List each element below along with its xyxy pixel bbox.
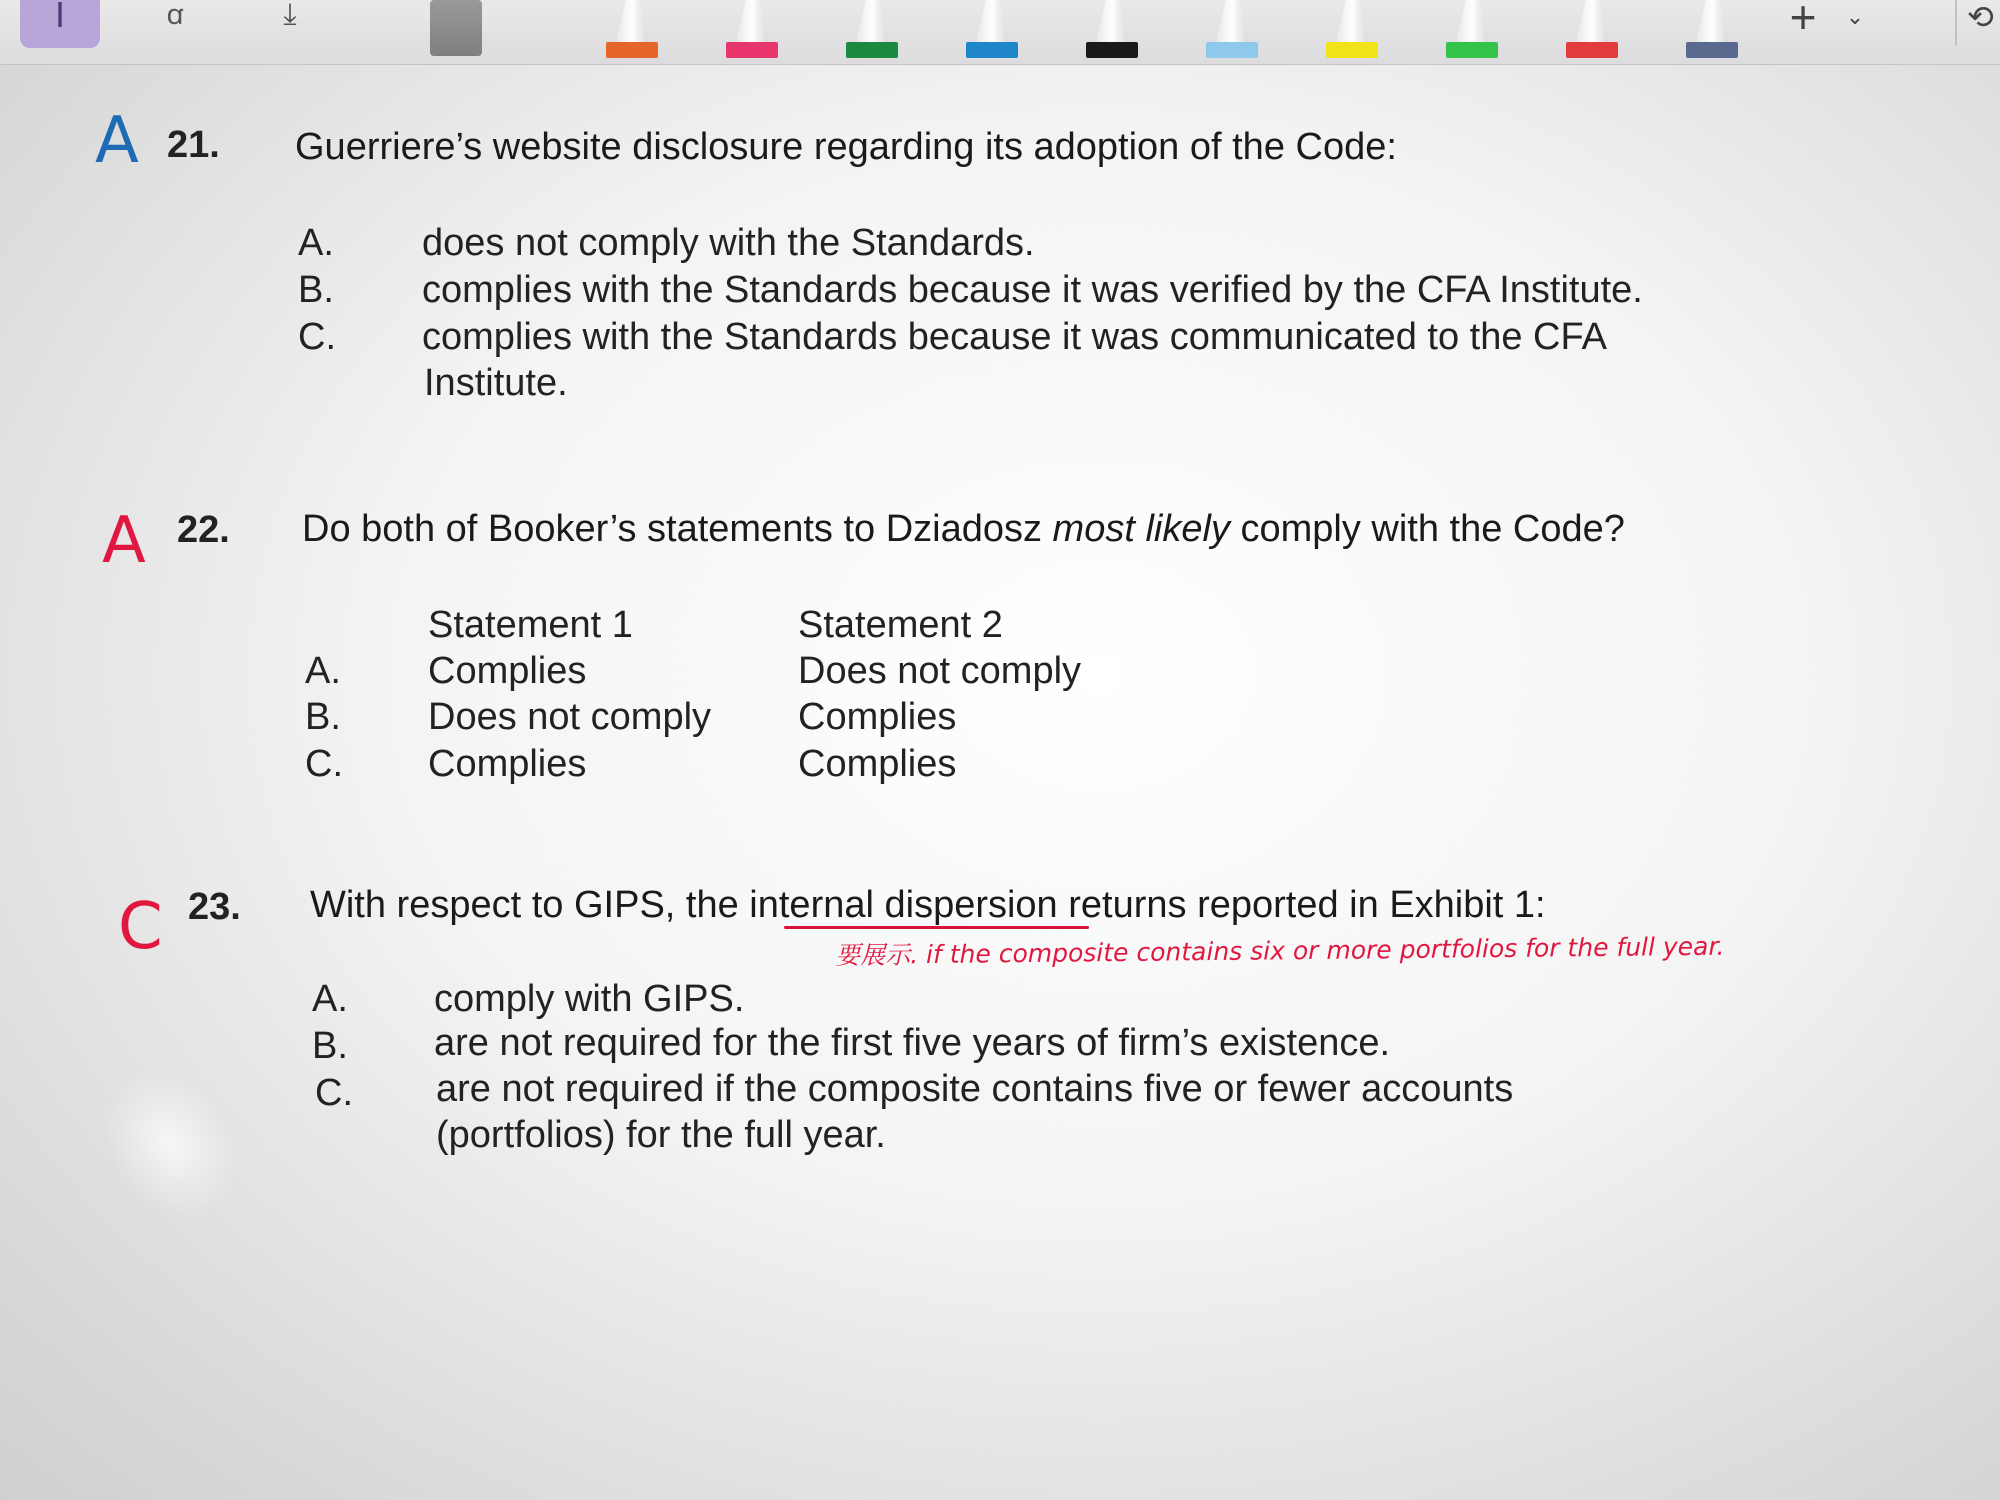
question-text-21: Guerriere’s website disclosure regarding its adoption of the Code: — [295, 126, 1397, 168]
pen-tip-icon — [616, 0, 648, 42]
q21-option-a-text: does not comply with the Standards. — [422, 222, 1035, 264]
pen-tip-icon — [1216, 0, 1248, 42]
q21-option-c-text-cont: Institute. — [424, 362, 568, 404]
question-number-23: 23. — [188, 886, 241, 928]
pink-pen-button[interactable] — [726, 0, 778, 58]
light-blue-highlighter-button[interactable] — [1206, 0, 1258, 58]
q22-option-a-letter: A. — [305, 650, 341, 692]
pen-tip-icon — [736, 0, 768, 42]
question-text-23-part2: returns reported in Exhibit 1: — [1057, 884, 1546, 926]
pen-tip-icon — [1336, 0, 1368, 42]
pen-color-swatch — [606, 42, 658, 58]
question-text-22-part2: comply with the Code? — [1229, 508, 1625, 550]
more-icon: ⟲ — [1967, 0, 1994, 35]
text-cursor-icon: I — [54, 0, 65, 35]
pen-tip-icon — [1456, 0, 1488, 42]
yellow-highlighter-button[interactable] — [1326, 0, 1378, 58]
q22-option-b-statement-1: Does not comply — [428, 696, 712, 738]
pen-color-swatch — [1326, 42, 1378, 58]
pen-tip-icon — [856, 0, 888, 42]
chevron-down-icon: ⌄ — [1845, 4, 1865, 29]
pen-color-swatch — [1686, 42, 1738, 58]
green-pen-button[interactable] — [846, 0, 898, 58]
column-header-statement-1: Statement 1 — [428, 604, 633, 646]
eraser-button[interactable] — [430, 0, 482, 56]
pen-tip-icon — [1096, 0, 1128, 42]
handwritten-answer-q23: C — [118, 890, 163, 964]
q21-option-c-text: complies with the Standards because it was communicated to the CFA — [422, 316, 1607, 358]
q22-option-c-statement-1: Complies — [428, 743, 587, 785]
q22-option-a-statement-2: Does not comply — [798, 650, 1082, 692]
question-text-23 — [310, 884, 1546, 927]
pen-color-swatch — [726, 42, 778, 58]
pen-tip-icon — [976, 0, 1008, 42]
question-text-22 — [302, 508, 1625, 551]
q21-option-b-text: complies with the Standards because it was verified by the CFA Institute. — [422, 269, 1643, 311]
add-tool-button[interactable] — [1778, 0, 1828, 43]
insert-space-button[interactable] — [265, 0, 315, 40]
add-tool-dropdown[interactable] — [1840, 4, 1870, 34]
pen-color-swatch — [1206, 42, 1258, 58]
column-header-statement-2: Statement 2 — [798, 604, 1003, 646]
q22-option-c-statement-2: Complies — [798, 743, 957, 785]
q22-option-b-statement-2: Complies — [798, 696, 957, 738]
handwritten-answer-q22: A — [102, 504, 146, 578]
text-tool-button[interactable] — [20, 0, 100, 48]
q21-option-b-letter: B. — [298, 269, 334, 311]
q23-option-c-text: are not required if the composite contains five or fewer accounts — [436, 1068, 1514, 1110]
green-highlighter-button[interactable] — [1446, 0, 1498, 58]
q21-option-a-letter: A. — [298, 222, 334, 264]
pen-tip-icon — [1576, 0, 1608, 42]
screen-glare — [75, 1044, 265, 1244]
pen-color-swatch — [966, 42, 1018, 58]
q21-option-c-letter: C. — [298, 316, 336, 358]
q22-option-a-statement-1: Complies — [428, 650, 587, 692]
insert-space-icon: ⤓ — [283, 0, 297, 31]
pen-color-swatch — [1446, 42, 1498, 58]
red-underline-annotation — [784, 926, 1089, 929]
black-pen-button[interactable] — [1086, 0, 1138, 58]
q23-option-b-letter: B. — [312, 1025, 348, 1067]
plus-icon: + — [1789, 0, 1817, 43]
pen-color-swatch — [1086, 42, 1138, 58]
q23-option-a-text: comply with GIPS. — [434, 978, 745, 1020]
pen-tip-icon — [1696, 0, 1728, 42]
lasso-icon: ꭤ — [166, 0, 184, 30]
pen-color-swatch — [846, 42, 898, 58]
q23-option-a-letter: A. — [312, 978, 348, 1020]
question-number-21: 21. — [167, 124, 220, 166]
q23-option-b-text: are not required for the first five years of firm’s existence. — [434, 1022, 1391, 1064]
question-text-22-part1: Do both of Booker’s statements to Dziadosz — [302, 508, 1053, 550]
lasso-tool-button[interactable] — [150, 0, 200, 40]
question-number-22: 22. — [177, 509, 230, 551]
blue-pen-button[interactable] — [966, 0, 1018, 58]
question-text-22-emphasis: most likely — [1052, 508, 1230, 550]
handwritten-note-q23: 要展示. if the composite contains six or more portfolios for the full year. — [835, 931, 1725, 970]
q23-option-c-text-cont: (portfolios) for the full year. — [436, 1114, 886, 1156]
question-text-23-underlined: internal dispersion — [749, 884, 1058, 926]
q22-option-c-letter: C. — [305, 743, 343, 785]
blue-gray-pen-button[interactable] — [1686, 0, 1738, 58]
handwritten-answer-q21: A — [95, 104, 139, 178]
pen-color-swatch — [1566, 42, 1618, 58]
q22-option-b-letter: B. — [305, 696, 341, 738]
drawing-toolbar — [0, 0, 2000, 65]
q23-option-c-letter: C. — [315, 1072, 353, 1114]
document-page — [0, 64, 2000, 1500]
orange-pen-button[interactable] — [606, 0, 658, 58]
red-highlighter-button[interactable] — [1566, 0, 1618, 58]
more-tools-button[interactable] — [1955, 0, 2000, 46]
question-text-23-part1: With respect to GIPS, the — [310, 884, 750, 926]
